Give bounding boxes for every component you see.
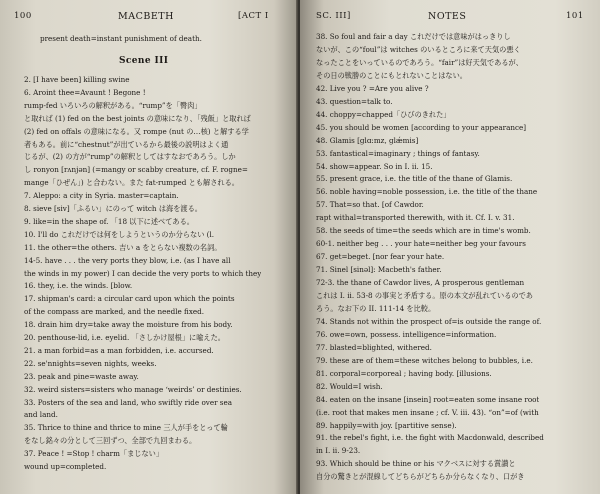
note-line: 9. like=in the shape of. 「18 以下に述べてある。 [24,216,194,226]
right-running-title: NOTES [428,11,467,22]
note-line: mange「ひぜん」) と合わない。また fat-rumped とも解される。 [24,178,239,188]
left-page [0,0,298,494]
note-line: 74. Stands not within the prospect of=is outside the range of. [316,316,542,326]
note-line: 42. Live you ? =Are you alive ? [316,83,429,93]
note-line: 60-1. neither beg . . . your hate=neither beg your favours [316,239,526,249]
right-scene-label: SC. III] [316,11,351,21]
note-line: 67. get=beget. [nor fear your hate. [316,252,445,262]
note-line: 14-5. have . . . the very ports they blow, i.e. (as I have all [24,255,231,265]
note-line: 77. blasted=blighted, withered. [316,342,432,352]
right-page [300,0,600,494]
note-line: 38. So foul and fair a day これだけでは意味がはっきりし [316,32,511,41]
note-line: 17. shipman's card: a circular card upon which the points [24,294,235,304]
note-line: of the compass are marked, and the needle fixed. [24,307,205,317]
note-line: 79. these are of them=these witches belong to bubbles, i.e. [316,355,533,365]
note-line: 6. Aroint thee=Avaunt ! Begone ! [24,87,146,97]
note-line: (2) fed on offals の意味になる。又 rompe (nut の…核) と解する学 [24,126,249,136]
note-line: 45. you should be women [according to your appearance] [316,122,527,132]
right-page-number: 101 [566,11,584,21]
note-line: 57. That=so that. [of Cawdor. [316,200,424,210]
note-line: 43. question=talk to. [316,96,393,106]
note-line: 84. eaten on the insane [insein] root=eaten some insane root [316,394,540,404]
note-line: ないが、この“foul”は witches のいるところに来て天気の悪く [316,44,521,54]
note-line: をなし銘々の分として三回ずつ、全部で九回まわる。 [24,436,197,446]
note-line: し ronyon [rʌnjən] (=mangy or scabby creature, cf. F. rogne= [24,165,248,175]
note-line: 44. choppy=chapped「ひびのきれた」 [316,109,451,119]
note-line: in I. ii. 9-23. [316,446,361,456]
note-line: 32. weird sisters=sisters who manage ‘weirds’ or destinies. [24,384,242,394]
note-line: 81. corporal=corporeal ; having body. [illusions. [316,368,492,378]
note-line: 者もある。前に“chestnut”が出ているから最後の説明はよく通 [24,139,229,149]
note-line: 58. the seeds of time=the seeds which are in time's womb. [316,226,531,236]
note-line: これは I. ii. 53-8 の事実と矛盾する。原の本文が乱れているのであ [316,291,533,300]
note-line: 23. peak and pine=waste away. [24,371,139,381]
note-line: 自分の驚きとが混線してどちらがどちらか分らなくなり、口がき [316,472,525,482]
note-line: 72-3. the thane of Cawdor lives, A prosperous gentleman [316,278,525,288]
note-line: 11. the other=the others. 吉い a をとらない複数の名詞。 [24,242,222,252]
note-line: 16. they, i.e. the winds. [blow. [24,281,133,291]
note-line: 33. Posters of the sea and land, who swiftly ride over sea [24,397,233,407]
note-line: 22. se'nnights=seven nights, weeks. [24,358,157,368]
note-line: 93. Which should be thine or his マクベスに対する賞讃と [316,459,516,469]
note-line: 89. happily=with joy. [partitive sense). [316,420,457,430]
note-line: 8. sieve [siv]「ふるい」にのって witch は海を渡る。 [24,204,202,213]
note-line: 56. noble having=noble possession, i.e. the title of the thane [316,187,538,197]
left-running-title: MACBETH [118,11,174,22]
note-line: wound up=completed. [24,462,107,471]
note-line: 76. owe=own, possess. intelligence=information. [316,329,497,339]
note-line: 54. show=appear. So in I. ii. 15. [316,161,433,171]
note-line: 20. penthouse-lid, i.e. eyelid. 「さしかけ屋根」に喩えた。 [24,333,225,342]
note-line: 48. Glamis [glɑ:mz, glǽmis] [316,135,419,145]
note-line: 71. Sinel [sinəl]: Macbeth's father. [316,265,442,275]
note-line: 10. I'll do これだけでは何をしようというのか分らない (l. [24,229,215,239]
note-line: the winds in my power) I can decide the very ports to which they [24,268,262,278]
note-line: 2. [I have been] killing swine [24,75,130,84]
note-line: 35. Thrice to thine and thrice to mine 三人が手をとって輪 [24,423,228,433]
note-line: rump-fed いろいろの解釈がある。“rump”を「臀肉」 [24,100,202,110]
note-line: その日の戦勝のことにもとれないことはない。 [316,70,467,80]
note-line: 55. present grace, i.e. the title of the thane of Glamis. [316,174,513,184]
note-line: 37. Peace ! =Stop ! charm「まじない」 [24,449,164,459]
note-line: (i.e. root that makes men insane ; cf. V. iii. 43). “on”=of (with [316,407,539,417]
left-act-label: [ACT I [238,11,269,21]
note-line: じるが、(2) の方が“rump”の解釈としてはすなおであろう。しか [24,152,236,162]
note-line: 82. Would=I wish. [316,381,383,391]
note-line: rapt withal=transported therewith, with it. Cf. I. v. 31. [316,213,515,223]
note-line: and land. [24,410,58,420]
scene-title: Scene III [119,56,169,66]
note-line: 7. Aleppo: a city in Syria. master=captain. [24,191,179,201]
note-line: 18. drain him dry=take away the moisture from his body. [24,320,233,330]
note-line: 53. fantastical=imaginary ; things of fantasy. [316,148,480,158]
left-page-number: 100 [14,11,32,21]
intro-line: present death=instant punishment of death. [40,34,202,43]
note-line: なったことをいっているのであろう。“fair”は好天気であるが、 [316,57,523,67]
note-line: と取れば (1) fed on the best joints の意味になり、「残飯」と取れば [24,113,251,123]
note-line: 21. a man forbid=as a man forbidden, i.e. accursed. [24,345,214,355]
note-line: ろう。なお下の II. 111-14 を比較。 [316,303,436,313]
note-line: 91. the rebel's fight, i.e. the fight with Macdonwald, described [316,433,544,443]
